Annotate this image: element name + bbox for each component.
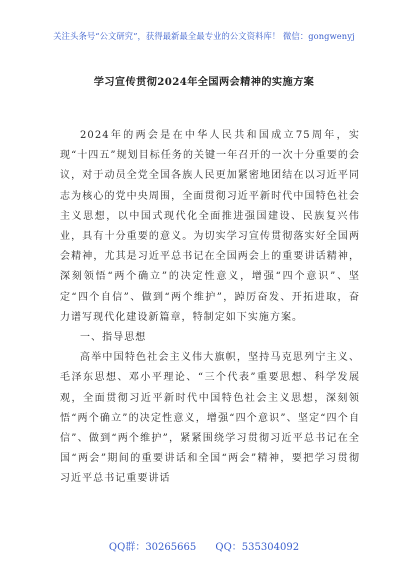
header-banner: 关注头条号“公文研究”，获得最新最全最专业的公文资料库！ 微信：gongwenyj [53, 31, 355, 41]
footer-qq: QQ：535304092 [215, 542, 300, 553]
document-title: 学习宣传贯彻2024年全国两会精神的实施方案 [93, 76, 315, 88]
footer-qq-group: QQ群：30265665 [108, 542, 197, 553]
section-heading: 一、指导思想 [80, 332, 147, 344]
document-body [60, 126, 360, 490]
intro-paragraph: 2024年的两会是在中华人民共和国成立75周年，实现“十四五”规划目标任务的关键一年召开的一次十分重要的会议，对于动员全党全国各族人民更加紧密地团结在以习近平同志为核心的党中央周围，全面贯彻习近平新时代中国特色社会主义思想，以中国式现代化全面推进强国建设、民族复兴伟业，具有十分重要的意义。为切实学习宣传贯彻落实好全国两会精神，尤其是习近平总书记在全国两会上的重要讲话精神，深刻领悟“两个确立”的决定性意义，增强“四个意识”、坚定“四个自信”、做到“两个维护”，踔厉奋发、开拓进取，奋力谱写现代化建设新篇章，特制定如下实施方案。 [60, 130, 360, 323]
section-paragraph: 高举中国特色社会主义伟大旗帜，坚持马克思列宁主义、毛泽东思想、邓小平理论、“三个代表”重要思想、科学发展观，全面贯彻习近平新时代中国特色社会主义思想，深刻领悟“两个确立”的决定性意义，增强“四个意识”、坚定“四个自信”、做到“两个维护”，紧紧围绕学习贯彻习近平总书记在全国“两会”期间的重要讲话和全国“两会”精神，要把学习贯彻习近平总书记重要讲话 [60, 352, 360, 485]
footer-contact [0, 538, 408, 553]
